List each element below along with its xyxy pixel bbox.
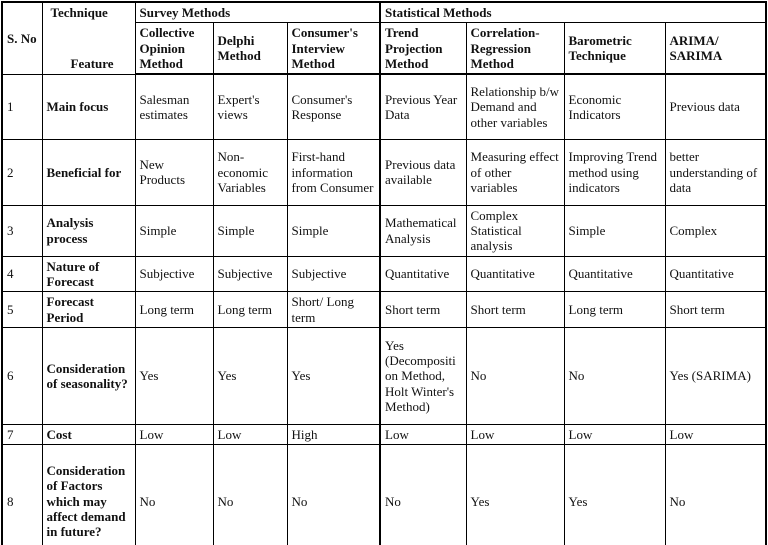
column-header-collective-opinion: Collective Opinion Method: [135, 23, 213, 74]
column-header-trend-projection: Trend Projection Method: [380, 23, 466, 74]
corner-technique-label: Technique: [50, 5, 108, 20]
cell-value: No: [287, 445, 380, 545]
cell-value: No: [564, 328, 665, 425]
cell-value: Quantitative: [466, 256, 564, 292]
corner-feature-label: Feature: [70, 56, 114, 72]
cell-value: Long term: [135, 292, 213, 328]
row-number: 7: [2, 425, 42, 445]
cell-value: Low: [135, 425, 213, 445]
row-number: 5: [2, 292, 42, 328]
cell-value: Complex Statistical analysis: [466, 205, 564, 256]
cell-value: Low: [213, 425, 287, 445]
cell-value: Yes: [135, 328, 213, 425]
cell-value: Short term: [380, 292, 466, 328]
sno-column-header: S. No: [2, 2, 42, 74]
column-header-consumers-interview: Consumer's Interview Method: [287, 23, 380, 74]
cell-value: High: [287, 425, 380, 445]
cell-value: Mathematical Analysis: [380, 205, 466, 256]
feature-label: Consideration of Factors which may affect demand in future?: [42, 445, 135, 545]
cell-value: Previous Year Data: [380, 74, 466, 139]
cell-value: Yes: [287, 328, 380, 425]
cell-value: Consumer's Response: [287, 74, 380, 139]
row-number: 1: [2, 74, 42, 139]
cell-value: Quantitative: [380, 256, 466, 292]
feature-label: Cost: [42, 425, 135, 445]
cell-value: Long term: [564, 292, 665, 328]
table-row: [2, 328, 766, 425]
cell-value: Relationship b/w Demand and other variables: [466, 74, 564, 139]
cell-value: Low: [466, 425, 564, 445]
cell-value: Short term: [466, 292, 564, 328]
header-group-row: [2, 2, 766, 23]
cell-value: Low: [564, 425, 665, 445]
cell-value: Yes: [466, 445, 564, 545]
cell-value: Non-economic Variables: [213, 139, 287, 205]
cell-value: Low: [380, 425, 466, 445]
cell-value: No: [466, 328, 564, 425]
feature-label: Analysis process: [42, 205, 135, 256]
row-number: 3: [2, 205, 42, 256]
cell-value: Subjective: [287, 256, 380, 292]
cell-value: Expert's views: [213, 74, 287, 139]
cell-value: Long term: [213, 292, 287, 328]
column-header-barometric: Barometric Technique: [564, 23, 665, 74]
cell-value: Short/ Long term: [287, 292, 380, 328]
row-number: 2: [2, 139, 42, 205]
cell-value: Simple: [135, 205, 213, 256]
cell-value: Yes (Decomposition Method, Holt Winter's Method): [380, 328, 466, 425]
cell-value: New Products: [135, 139, 213, 205]
table-row: [2, 292, 766, 328]
cell-value: Previous data available: [380, 139, 466, 205]
group-header-statistical-methods: Statistical Methods: [380, 2, 766, 23]
cell-value: Simple: [564, 205, 665, 256]
cell-value: Low: [665, 425, 766, 445]
feature-label: Forecast Period: [42, 292, 135, 328]
cell-value: Simple: [213, 205, 287, 256]
cell-value: First-hand information from Consumer: [287, 139, 380, 205]
row-number: 6: [2, 328, 42, 425]
cell-value: Improving Trend method using indicators: [564, 139, 665, 205]
cell-value: Subjective: [135, 256, 213, 292]
feature-label: Main focus: [42, 74, 135, 139]
cell-value: No: [213, 445, 287, 545]
row-number: 8: [2, 445, 42, 545]
cell-value: Salesman estimates: [135, 74, 213, 139]
row-number: 4: [2, 256, 42, 292]
cell-value: Economic Indicators: [564, 74, 665, 139]
cell-value: Simple: [287, 205, 380, 256]
cell-value: Complex: [665, 205, 766, 256]
table-row: [2, 445, 766, 545]
comparison-table-page: [0, 1, 768, 545]
column-header-correlation-regression: Correlation-Regression Method: [466, 23, 564, 74]
cell-value: Previous data: [665, 74, 766, 139]
technique-feature-corner-cell: [42, 2, 135, 74]
cell-value: No: [380, 445, 466, 545]
cell-value: better understanding of data: [665, 139, 766, 205]
table-row: [2, 256, 766, 292]
cell-value: Yes: [564, 445, 665, 545]
table-row: [2, 425, 766, 445]
column-header-arima-sarima: ARIMA/ SARIMA: [665, 23, 766, 74]
cell-value: No: [665, 445, 766, 545]
feature-label: Beneficial for: [42, 139, 135, 205]
column-header-delphi: Delphi Method: [213, 23, 287, 74]
table-row: [2, 205, 766, 256]
cell-value: Subjective: [213, 256, 287, 292]
cell-value: Short term: [665, 292, 766, 328]
cell-value: Quantitative: [564, 256, 665, 292]
forecasting-methods-comparison-table: [1, 1, 767, 545]
feature-label: Nature of Forecast: [42, 256, 135, 292]
group-header-survey-methods: Survey Methods: [135, 2, 380, 23]
cell-value: Measuring effect of other variables: [466, 139, 564, 205]
cell-value: No: [135, 445, 213, 545]
table-row: [2, 139, 766, 205]
feature-label: Consideration of seasonality?: [42, 328, 135, 425]
cell-value: Quantitative: [665, 256, 766, 292]
cell-value: Yes: [213, 328, 287, 425]
cell-value: Yes (SARIMA): [665, 328, 766, 425]
table-row: [2, 74, 766, 139]
